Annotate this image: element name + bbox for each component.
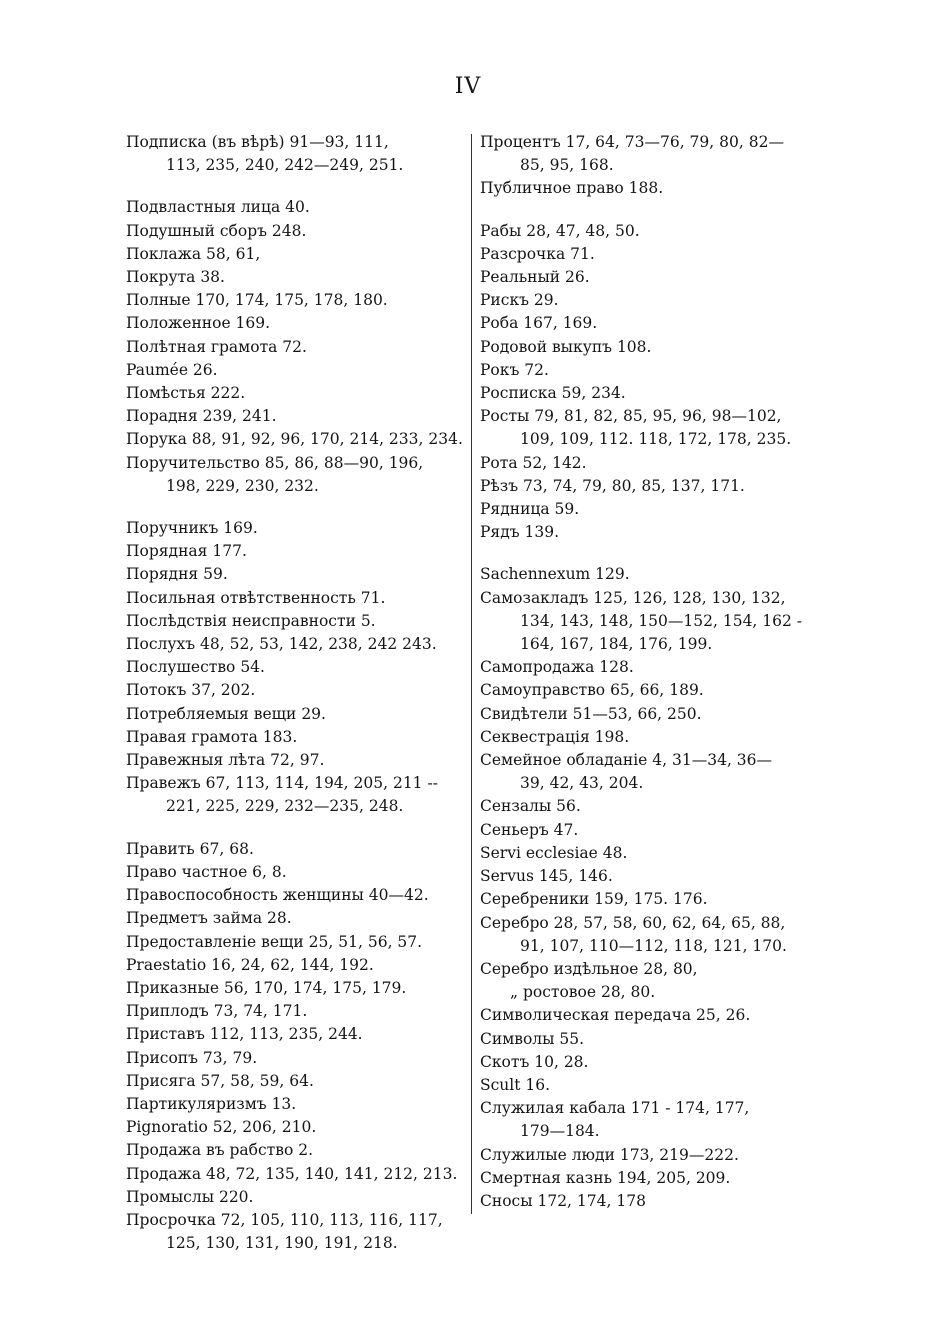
index-entry: Символы 55. — [480, 1029, 585, 1048]
index-entry: Посильная отвѣтственность 71. — [126, 588, 386, 607]
index-entry: Роспиcка 59, 234. — [480, 384, 626, 403]
column-divider — [471, 134, 472, 1214]
index-entry: Servus 145, 146. — [480, 867, 613, 886]
index-entry: Подушный сборъ 248. — [126, 221, 307, 240]
index-entry-continuation: 179—184. — [520, 1122, 600, 1141]
index-entry: Подписка (въ вѣрѣ) 91—93, 111, — [126, 133, 389, 151]
index-entry: Послѣдствія неисправности 5. — [126, 611, 376, 630]
index-entry: Помѣстья 222. — [126, 384, 246, 403]
index-entry: Самопродажа 128. — [480, 658, 634, 677]
index-entry: Потокъ 37, 202. — [126, 681, 256, 700]
index-entry: Приставъ 112, 113, 235, 244. — [126, 1025, 363, 1044]
entry-gap — [126, 177, 460, 196]
index-entry: Смертная казнь 194, 205, 209. — [480, 1168, 731, 1187]
index-entry: Порука 88, 91, 92, 96, 170, 214, 233, 234. — [126, 430, 463, 449]
index-entry: Рокъ 72. — [480, 360, 549, 379]
index-entry: Положенное 169. — [126, 314, 271, 333]
index-entry: Самозакладъ 125, 126, 128, 130, 132, — [480, 588, 786, 607]
entry-gap — [480, 544, 812, 563]
index-entry: Правая грамота 183. — [126, 727, 298, 746]
entry-gap — [126, 498, 460, 517]
index-entry: Поклажа 58, 61, — [126, 244, 261, 263]
index-entry-continuation: 221, 225, 229, 232—235, 248. — [166, 797, 404, 816]
index-entry: Предметъ займа 28. — [126, 909, 292, 928]
index-entry: Полные 170, 174, 175, 178, 180. — [126, 291, 388, 310]
index-entry: Рядница 59. — [480, 500, 580, 519]
entry-gap — [480, 201, 812, 220]
index-entry-continuation: 164, 167, 184, 176, 199. — [520, 635, 713, 654]
index-entry: Поручникъ 169. — [126, 519, 258, 538]
entry-gap — [126, 819, 460, 838]
index-entry-continuation: 134, 143, 148, 150—152, 154, 162 - — [520, 611, 803, 630]
index-entry: Paumée 26. — [126, 360, 218, 379]
index-entry: Полѣтная грамота 72. — [126, 337, 307, 356]
index-entry: Продажа въ рабство 2. — [126, 1141, 314, 1160]
index-entry: Рота 52, 142. — [480, 453, 587, 472]
index-entry: Служилая кабала 171 - 174, 177, — [480, 1099, 750, 1118]
index-entry: Скотъ 10, 28. — [480, 1052, 589, 1071]
index-entry: Приказные 56, 170, 174, 175, 179. — [126, 978, 407, 997]
index-entry: Родовой выкупъ 108. — [480, 337, 652, 356]
index-entry: Серебреники 159, 175. 176. — [480, 890, 708, 909]
index-entry: Scult 16. — [480, 1075, 551, 1094]
index-entry-continuation: 113, 235, 240, 242—249, 251. — [166, 156, 404, 175]
index-entry: Послушество 54. — [126, 658, 265, 677]
index-entry: Продажа 48, 72, 135, 140, 141, 212, 213. — [126, 1164, 458, 1183]
index-entry: Присопъ 73, 79. — [126, 1048, 258, 1067]
index-entry: Порядня 59. — [126, 565, 228, 584]
index-column-right — [480, 131, 812, 1213]
index-entry: Реальный 26. — [480, 268, 590, 287]
index-entry: Рѣзъ 73, 74, 79, 80, 85, 137, 171. — [480, 476, 745, 495]
index-entry: Разсрочка 71. — [480, 244, 595, 263]
index-entry: Приплодъ 73, 74, 171. — [126, 1002, 308, 1021]
index-entry-continuation: 109, 109, 112. 118, 172, 178, 235. — [520, 430, 792, 449]
index-entry: Sachennexum 129. — [480, 565, 630, 584]
index-entry: Servi ecclesiae 48. — [480, 843, 628, 862]
index-entry: Править 67, 68. — [126, 839, 254, 858]
index-entry: Praestatio 16, 24, 62, 144, 192. — [126, 955, 374, 974]
index-entry: Самоуправство 65, 66, 189. — [480, 681, 704, 700]
index-entry: Поручительство 85, 86, 88—90, 196, — [126, 453, 424, 472]
page-number: IV — [454, 74, 482, 99]
index-entry: Процентъ 17, 64, 73—76, 79, 80, 82— — [480, 133, 784, 151]
index-entry: Рабы 28, 47, 48, 50. — [480, 221, 640, 240]
index-entry: Правежъ 67, 113, 114, 194, 205, 211 -- — [126, 774, 438, 793]
index-entry: Серебро издѣльное 28, 80, — [480, 959, 698, 978]
index-entry: „ ростовое 28, 80. — [510, 983, 656, 1002]
index-entry: Сеньеръ 47. — [480, 820, 579, 839]
index-entry: Порядная 177. — [126, 542, 247, 561]
index-entry: Промыслы 220. — [126, 1187, 254, 1206]
index-entry: Правоспособность женщины 40—42. — [126, 886, 429, 905]
index-entry: Семейное обладаніе 4, 31—34, 36— — [480, 751, 773, 770]
index-column-left — [126, 131, 463, 1255]
index-entry: Предоставленіе вещи 25, 51, 56, 57. — [126, 932, 423, 951]
index-entry: Послухъ 48, 52, 53, 142, 238, 242 243. — [126, 635, 437, 654]
index-entry: Символическая передача 25, 26. — [480, 1006, 751, 1025]
index-entry: Просрочка 72, 105, 110, 113, 116, 117, — [126, 1210, 443, 1229]
index-entry: Подвластныя лица 40. — [126, 198, 310, 217]
index-entry: Росты 79, 81, 82, 85, 95, 96, 98—102, — [480, 407, 782, 426]
index-entry: Pignoratio 52, 206, 210. — [126, 1118, 317, 1137]
index-entry: Секвестрація 198. — [480, 727, 630, 746]
index-entry: Партикуляризмъ 13. — [126, 1094, 297, 1113]
index-entry-continuation: 39, 42, 43, 204. — [520, 774, 644, 793]
index-entry: Сензалы 56. — [480, 797, 581, 816]
index-entry-continuation: 85, 95, 168. — [520, 156, 614, 175]
index-entry: Покрута 38. — [126, 268, 225, 287]
index-entry-continuation: 125, 130, 131, 190, 191, 218. — [166, 1234, 398, 1253]
index-entry: Служилые люди 173, 219—222. — [480, 1145, 739, 1164]
index-entry: Публичное право 188. — [480, 179, 664, 198]
index-entry: Роба 167, 169. — [480, 314, 598, 333]
index-entry: Потребляемыя вещи 29. — [126, 704, 326, 723]
index-entry: Серебро 28, 57, 58, 60, 62, 64, 65, 88, — [480, 913, 786, 932]
index-entry: Рядъ 139. — [480, 523, 560, 542]
index-entry-continuation: 198, 229, 230, 232. — [166, 476, 319, 495]
index-entry-continuation: 91, 107, 110—112, 118, 121, 170. — [520, 936, 787, 955]
index-entry: Право частное 6, 8. — [126, 862, 287, 881]
index-entry: Сносы 172, 174, 178 — [480, 1191, 646, 1210]
index-entry: Правежныя лѣта 72, 97. — [126, 751, 325, 770]
index-entry: Свидѣтели 51—53, 66, 250. — [480, 704, 702, 723]
index-entry: Рискъ 29. — [480, 291, 559, 310]
index-entry: Присяга 57, 58, 59, 64. — [126, 1071, 314, 1090]
index-entry: Порадня 239, 241. — [126, 407, 277, 426]
